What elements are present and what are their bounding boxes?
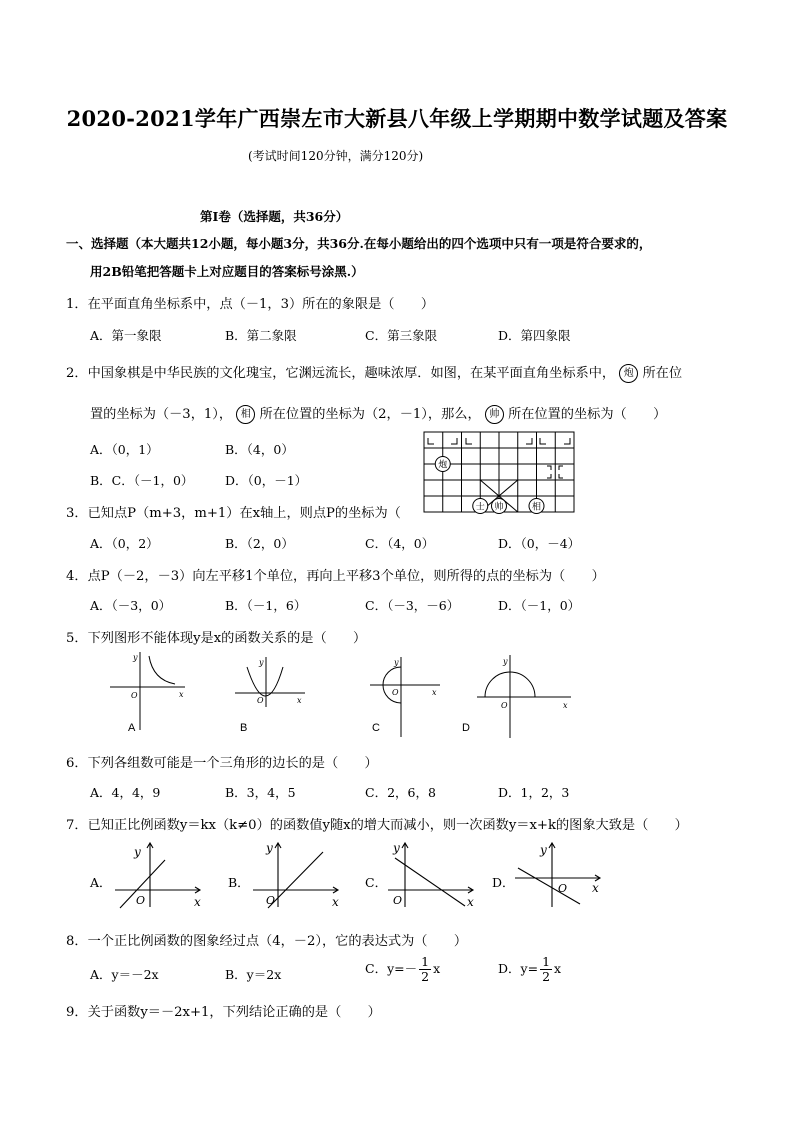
svg-text:y: y bbox=[540, 843, 547, 857]
q2-option-d: D．（0，－1） bbox=[225, 473, 308, 488]
q3-option-c: C．（4，0） bbox=[365, 536, 435, 551]
q7-graph-c bbox=[383, 840, 483, 910]
svg-text:x: x bbox=[592, 881, 599, 895]
board-piece-shuai bbox=[492, 499, 507, 514]
q8-option-b: B．y＝2x bbox=[225, 967, 282, 982]
svg-text:y: y bbox=[133, 653, 138, 662]
q4-option-c: C．（－3，－6） bbox=[365, 598, 460, 613]
exam-info: (考试时间120分钟，满分120分) bbox=[248, 149, 424, 163]
board-piece-pao bbox=[435, 457, 450, 472]
svg-text:炮: 炮 bbox=[438, 460, 448, 471]
svg-text:y: y bbox=[259, 658, 264, 667]
instructions-line-2: 用2B铅笔把答题卡上对应题目的答案标号涂黑.） bbox=[90, 264, 364, 279]
svg-text:O: O bbox=[558, 882, 568, 895]
q1-option-c: C．第三象限 bbox=[365, 328, 438, 343]
svg-text:O: O bbox=[392, 688, 399, 697]
svg-text:士: 士 bbox=[475, 502, 485, 513]
q2-stem2-text-a: 置的坐标为（－3，1）， bbox=[90, 407, 233, 422]
q6-option-a: A．4，4，9 bbox=[90, 785, 161, 800]
q2-stem2-text-c: 所在位置的坐标为（ ） bbox=[508, 407, 667, 422]
svg-text:x: x bbox=[179, 690, 184, 699]
q4-option-b: B．（－1，6） bbox=[225, 598, 307, 613]
pao-piece-icon: 炮 bbox=[619, 364, 638, 383]
shuai-piece-icon: 帅 bbox=[485, 405, 504, 424]
q4-stem: 4．点P（－2，－3）向左平移1个单位，再向上平移3个单位，则所得的点的坐标为（ ） bbox=[66, 569, 605, 584]
q3-option-d: D．（0，－4） bbox=[498, 536, 581, 551]
q1-option-d: D．第四象限 bbox=[498, 328, 571, 343]
svg-text:y: y bbox=[266, 841, 273, 855]
q5-label-a: A bbox=[128, 722, 136, 734]
q8-option-c-prefix: C．y=－ bbox=[365, 961, 418, 976]
q2-stem-line2 bbox=[90, 403, 666, 424]
q7-option-d-label: D． bbox=[492, 875, 515, 890]
q9-stem: 9．关于函数y＝－2x+1，下列结论正确的是（ ） bbox=[66, 1005, 381, 1020]
q2-stem1-tail: 所在位 bbox=[642, 366, 683, 381]
q1-option-a: A．第一象限 bbox=[90, 328, 162, 343]
q8-option-d-fraction: $\frac{1}{2}$ bbox=[542, 954, 551, 984]
q1-stem: 1．在平面直角坐标系中，点（－1，3）所在的象限是（ ） bbox=[66, 297, 435, 312]
svg-text:O: O bbox=[257, 696, 264, 705]
svg-text:帅: 帅 bbox=[494, 502, 504, 513]
q8-option-a: A．y＝－2x bbox=[90, 967, 159, 982]
q8-option-c-var: x bbox=[433, 961, 441, 976]
q7-option-c-label: C． bbox=[365, 875, 388, 890]
q8-option-c-fraction: $\frac{1}{2}$ bbox=[421, 954, 430, 984]
q8-option-d-prefix: D．y= bbox=[498, 961, 539, 976]
q7-graph-b bbox=[248, 840, 348, 910]
svg-text:x: x bbox=[563, 701, 568, 710]
q4-option-d: D．（－1，0） bbox=[498, 598, 581, 613]
q8-option-c bbox=[365, 955, 440, 984]
q8-stem: 8．一个正比例函数的图象经过点（4，－2），它的表达式为（ ） bbox=[66, 934, 468, 949]
q3-stem: 3．已知点P（m+3，m+1）在x轴上，则点P的坐标为（ bbox=[66, 506, 401, 521]
q4-option-a: A．（－3，0） bbox=[90, 598, 172, 613]
q6-option-c: C．2，6，8 bbox=[365, 785, 436, 800]
svg-text:x: x bbox=[432, 688, 437, 697]
q5-stem: 5．下列图形不能体现y是x的函数关系的是（ ） bbox=[66, 631, 367, 646]
q5-label-c: C bbox=[372, 722, 380, 734]
q2-option-c: B．C．（－1，0） bbox=[90, 473, 194, 488]
q7-option-b-label: B． bbox=[228, 875, 250, 890]
svg-text:x: x bbox=[297, 696, 302, 705]
svg-text:相: 相 bbox=[531, 502, 542, 513]
q1-option-b: B．第二象限 bbox=[225, 328, 297, 343]
svg-text:y: y bbox=[134, 845, 141, 859]
q6-option-d: D．1，2，3 bbox=[498, 785, 570, 800]
q2-option-a: A．（0，1） bbox=[90, 442, 159, 457]
q8-option-d bbox=[498, 955, 561, 984]
page-title: 2020-2021学年广西崇左市大新县八年级上学期期中数学试题及答案 bbox=[66, 106, 728, 131]
svg-text:O: O bbox=[393, 894, 403, 907]
q7-graph-d bbox=[510, 840, 610, 910]
svg-text:O: O bbox=[266, 894, 276, 907]
q5-graph-b bbox=[233, 655, 308, 710]
svg-text:y: y bbox=[393, 841, 400, 855]
q3-option-a: A．（0，2） bbox=[90, 536, 159, 551]
board-piece-xiang bbox=[529, 499, 544, 514]
xiang-piece-icon: 相 bbox=[236, 405, 255, 424]
chessboard-figure bbox=[420, 428, 580, 518]
svg-text:x: x bbox=[194, 895, 201, 909]
q6-stem: 6．下列各组数可能是一个三角形的边长的是（ ） bbox=[66, 756, 378, 771]
svg-text:O: O bbox=[131, 691, 138, 700]
q6-option-b: B．3，4，5 bbox=[225, 785, 296, 800]
svg-text:y: y bbox=[503, 657, 508, 666]
svg-text:x: x bbox=[332, 895, 339, 909]
q7-stem: 7．已知正比例函数y＝kx（k≠0）的函数值y随x的增大而减小，则一次函数y＝x+k的图象大致是（ ） bbox=[66, 818, 688, 833]
q5-label-b: B bbox=[240, 722, 248, 734]
q8-option-d-var: x bbox=[554, 961, 562, 976]
section-heading: 第Ⅰ卷（选择题，共36分） bbox=[200, 209, 349, 224]
svg-text:O: O bbox=[501, 701, 508, 710]
svg-text:x: x bbox=[467, 895, 474, 909]
q5-label-d: D bbox=[462, 722, 470, 734]
q2-stem1-text: 2．中国象棋是中华民族的文化瑰宝，它渊远流长，趣味浓厚．如图，在某平面直角坐标系中， bbox=[66, 366, 616, 381]
q2-stem2-text-b: 所在位置的坐标为（2，－1），那么， bbox=[259, 407, 481, 422]
q7-graph-a bbox=[110, 840, 210, 910]
instructions-line-1: 一、选择题（本大题共12小题，每小题3分，共36分.在每小题给出的四个选项中只有一项是符合要求的， bbox=[66, 236, 652, 251]
q5-graph-d bbox=[475, 652, 575, 742]
q2-stem-line1 bbox=[66, 362, 682, 383]
q7-option-a-label: A． bbox=[90, 875, 112, 890]
svg-text:O: O bbox=[136, 894, 146, 907]
q3-option-b: B．（2，0） bbox=[225, 536, 294, 551]
q2-option-b: B．（4，0） bbox=[225, 442, 294, 457]
board-piece-shi bbox=[473, 499, 488, 514]
q5-graph-a bbox=[105, 650, 190, 735]
svg-text:y: y bbox=[394, 658, 399, 667]
